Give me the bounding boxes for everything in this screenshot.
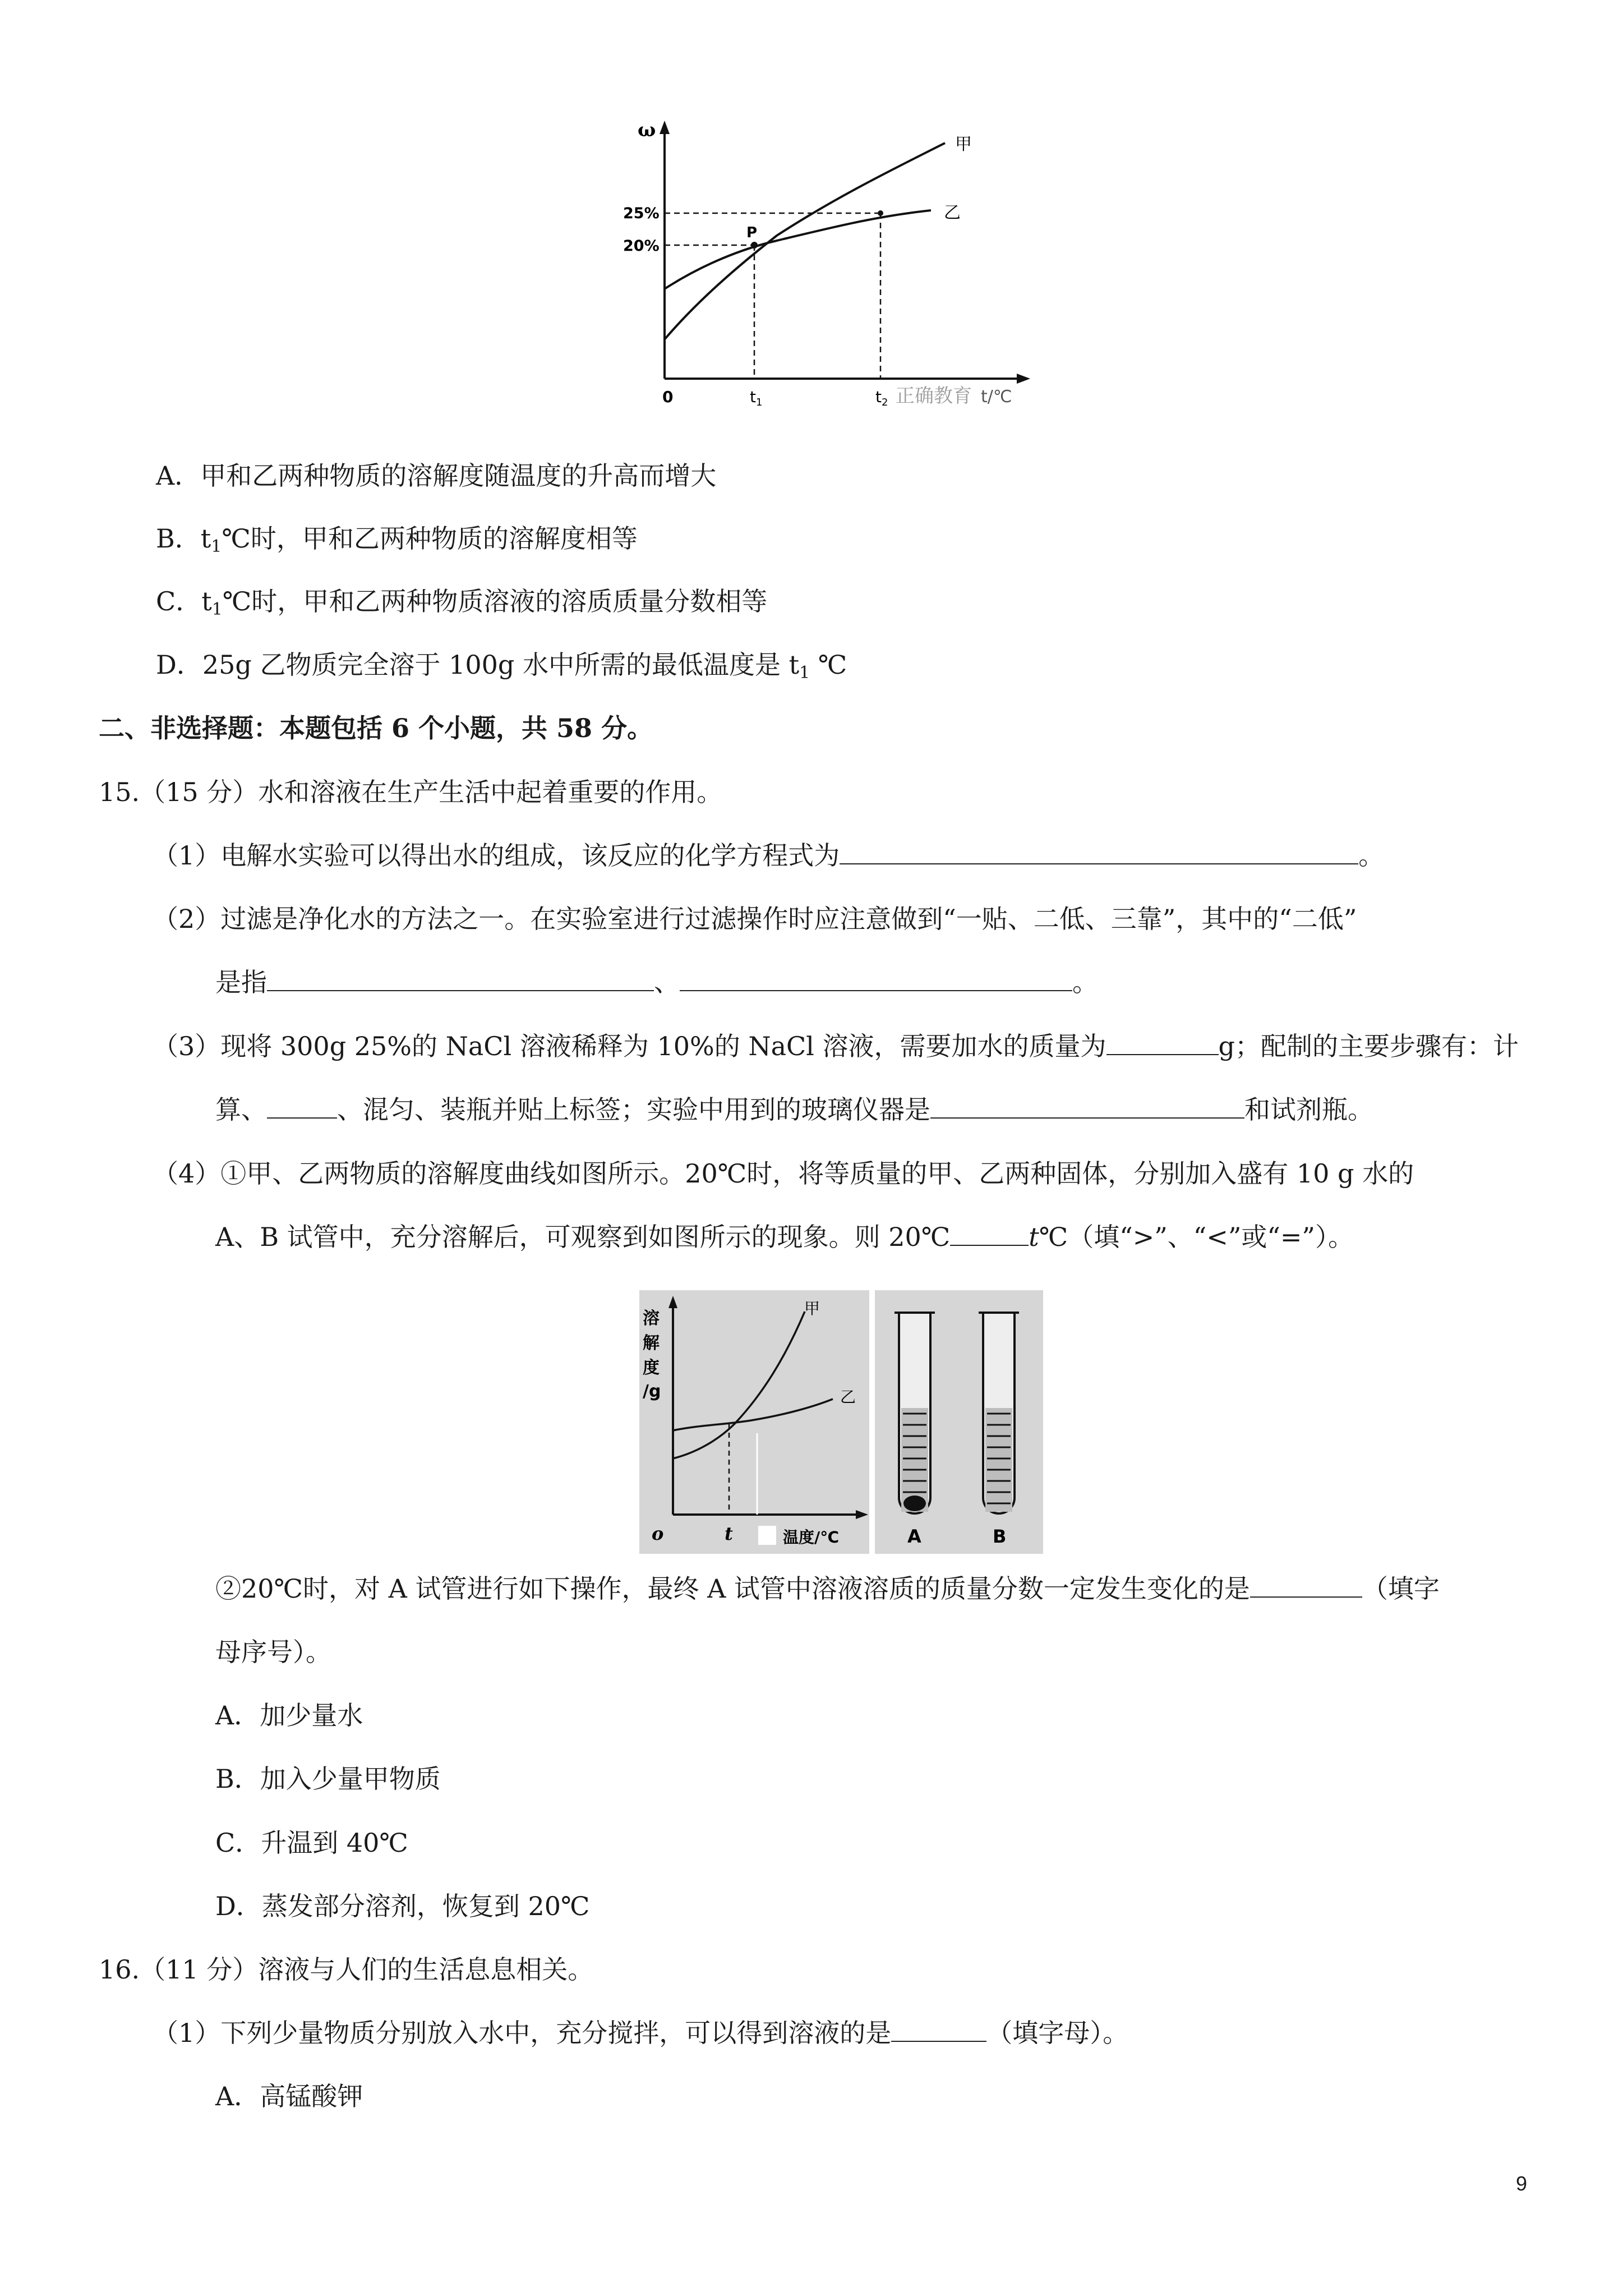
origin-label: 0 (662, 388, 674, 406)
point-p (751, 242, 758, 249)
q14-option-a: A．甲和乙两种物质的溶解度随温度的升高而增大 (156, 461, 717, 491)
y-label-4: /g (643, 1382, 661, 1401)
q14-option-b: B．$t_1℃$时，甲和乙两种物质的溶解度相等 (156, 523, 638, 556)
answer-blank (1250, 1572, 1362, 1598)
q14-option-d: D．25g 乙物质完全溶于 100g 水中所需的最低温度是 $t_1$ ℃ (156, 650, 847, 683)
q15-part3-line1: （3）现将 300g 25%的 NaCl 溶液稀释为 10%的 NaCl 溶液，需要加水的质量为 g；配制的主要步骤有：计 (153, 1029, 1519, 1063)
answer-blank (267, 1093, 337, 1119)
answer-blank (1106, 1029, 1219, 1055)
test-tube-a (895, 1313, 935, 1513)
q15-option-d: D．蒸发部分溶剂，恢复到 20℃ (215, 1891, 590, 1921)
q16-part1: （1）下列少量物质分别放入水中，充分搅拌，可以得到溶液的是 （填字母）。 (153, 2016, 1128, 2050)
section-heading: 二、非选择题：本题包括 6 个小题，共 58 分。 (99, 713, 653, 743)
q15-part2-line1: （2）过滤是净化水的方法之一。在实验室进行过滤操作时应注意做到“一贴、二低、三靠”，其中的“二低” (153, 904, 1357, 934)
q15-part4b-line1: ②20℃时，对 A 试管进行如下操作，最终 A 试管中溶液溶质的质量分数一定发生变化的是 （填字 (215, 1572, 1440, 1605)
x-axis-label: t/℃ (981, 387, 1012, 407)
test-tube-b (979, 1313, 1019, 1513)
watermark: 正确教育 (896, 385, 972, 407)
point-p-label: P (746, 224, 758, 241)
y-tick-25: 25% (623, 205, 660, 222)
answer-blank (680, 965, 1072, 991)
q15-part2-line2: 是指 、 。 (215, 965, 1098, 999)
q16-option-a: A．高锰酸钾 (215, 2081, 363, 2111)
origin-label: o (652, 1523, 664, 1544)
label-mask (758, 1526, 776, 1545)
answer-blank (930, 1093, 1244, 1119)
y-label-1: 溶 (643, 1309, 660, 1328)
x-tick-t1: $t_1$ (750, 388, 763, 408)
x-axis-label: 温度/℃ (783, 1528, 840, 1547)
q15-part4-line2: A、B 试管中，充分溶解后，可观察到如图所示的现象。则 20℃ t℃（填“>”、“<”或“=”）。 (215, 1220, 1354, 1254)
q15-part3-line2: 算、 、混匀、装瓶并贴上标签；实验中用到的玻璃仪器是 和试剂瓶。 (215, 1093, 1373, 1126)
figure-solubility-and-tubes (639, 1290, 1043, 1554)
point-t2 (878, 210, 883, 216)
curve-jia (665, 143, 945, 339)
curve-label-yi: 乙 (944, 203, 961, 223)
q15-part1: （1）电解水实验可以得出水的组成，该反应的化学方程式为 。 (153, 839, 1384, 872)
answer-blank (891, 2016, 986, 2042)
curve-label-yi: 乙 (840, 1388, 856, 1406)
x-tick-t2: $t_2$ (875, 388, 888, 408)
q16-title: 16.（11 分）溶液与人们的生活息息相关。 (99, 1954, 594, 1985)
q15-option-b: B．加入少量甲物质 (215, 1764, 441, 1794)
curve-label-jia: 甲 (955, 135, 972, 154)
figure-mass-fraction-chart (608, 115, 1035, 418)
t-tick-label: t (725, 1523, 733, 1544)
y-label-3: 度 (643, 1358, 660, 1378)
x-axis-arrow (1017, 374, 1030, 384)
q15-option-a: A．加少量水 (215, 1700, 363, 1731)
q15-part4b-line2: 母序号）。 (215, 1637, 331, 1667)
y-tick-20: 20% (623, 237, 660, 255)
answer-blank (950, 1220, 1029, 1246)
tube-label-b: B (993, 1526, 1007, 1547)
tube-label-a: A (907, 1526, 921, 1547)
curve-label-jia: 甲 (804, 1299, 820, 1318)
answer-blank (840, 839, 1358, 864)
q15-title: 15.（15 分）水和溶液在生产生活中起着重要的作用。 (99, 777, 723, 807)
undissolved-solid (903, 1496, 926, 1511)
q15-option-c: C．升温到 40℃ (215, 1828, 408, 1858)
q15-part4-line1: （4）①甲、乙两物质的溶解度曲线如图所示。20℃时，将等质量的甲、乙两种固体，分别加入盛有 10 g 水的 (153, 1158, 1414, 1189)
y-label-2: 解 (643, 1333, 660, 1353)
q14-option-c: C．$t_1℃$时，甲和乙两种物质溶液的溶质质量分数相等 (156, 586, 768, 619)
answer-blank (267, 965, 654, 991)
page-number: 9 (1516, 2172, 1528, 2195)
y-axis-label: ω (638, 119, 656, 141)
y-axis-arrow (660, 121, 670, 134)
